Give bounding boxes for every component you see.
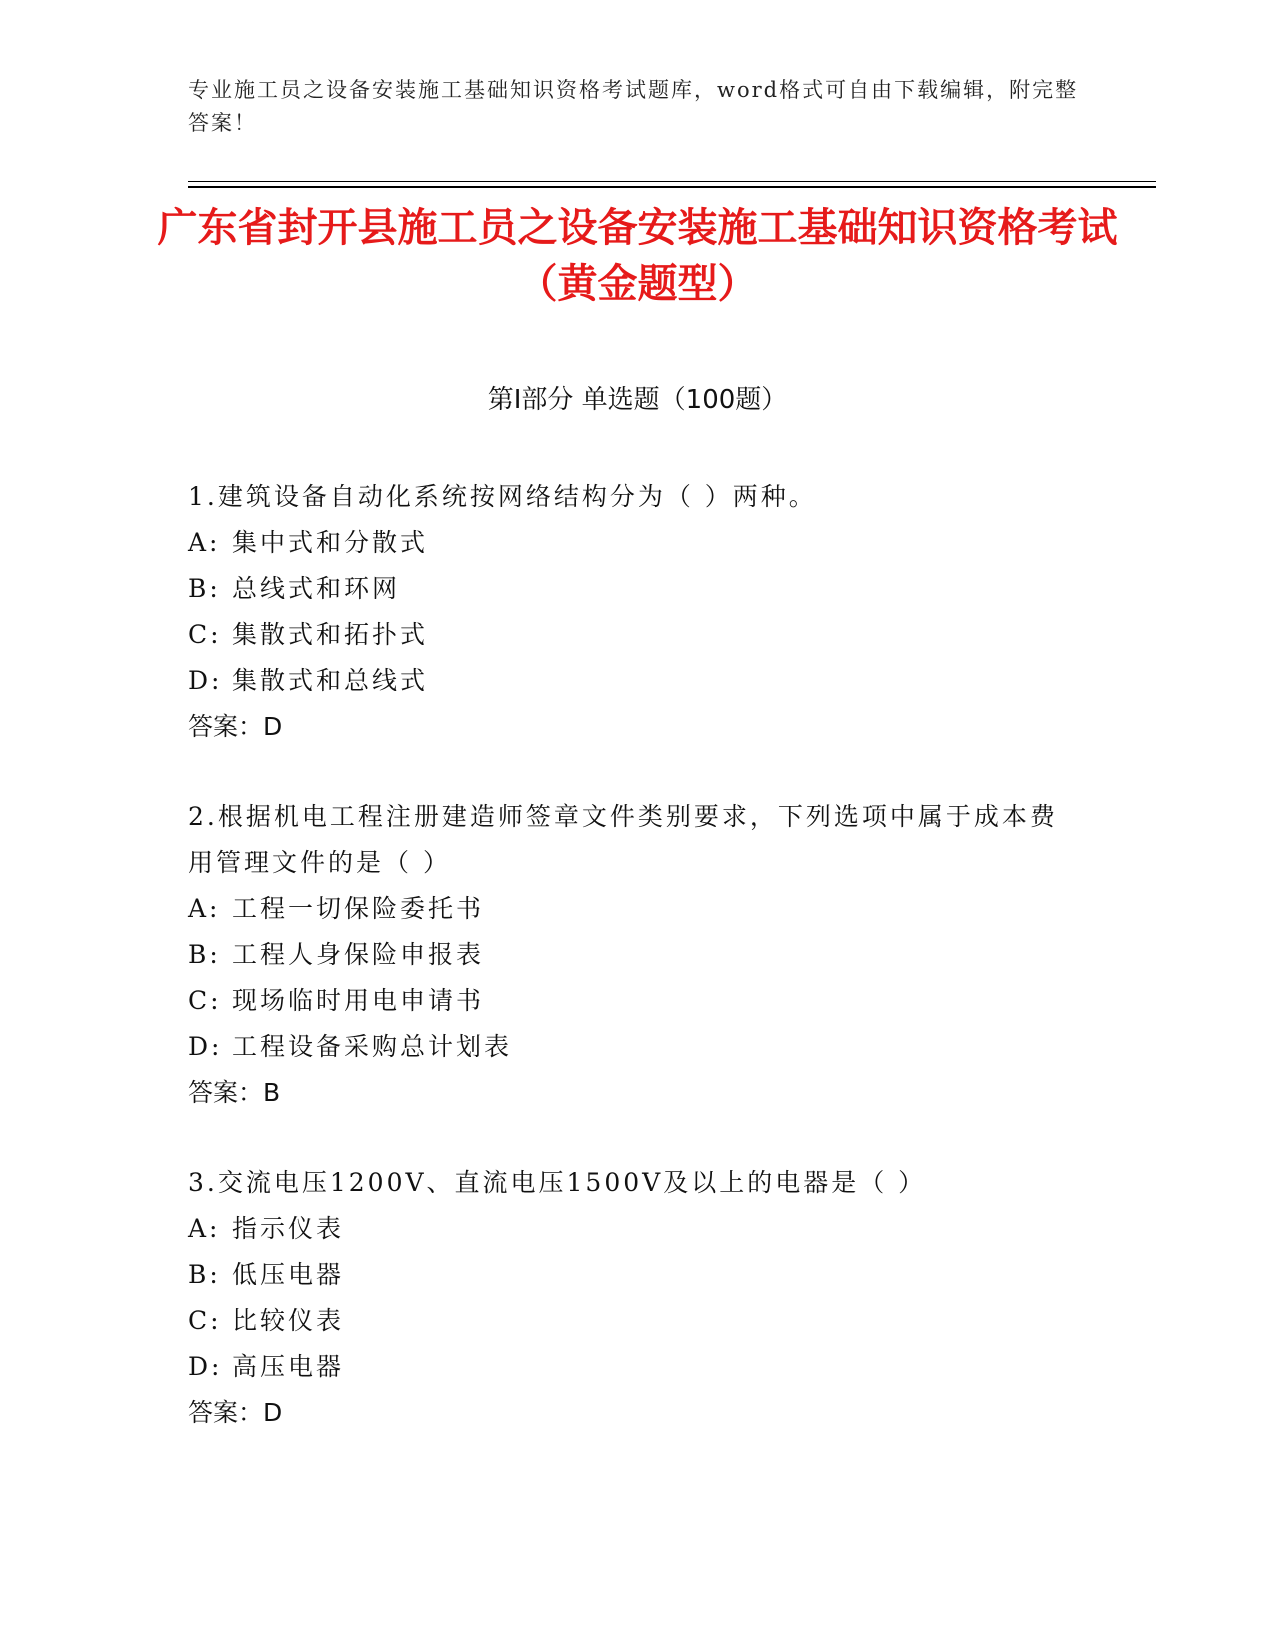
option-letter: B: (188, 574, 221, 603)
document-title: 广东省封开县施工员之设备安装施工基础知识资格考试（黄金题型） (157, 205, 1118, 307)
option-text: 总线式和环网 (232, 574, 401, 603)
option-letter: D: (188, 1032, 223, 1061)
option-letter: D: (188, 666, 223, 695)
option-text: 高压电器 (232, 1352, 345, 1381)
option-letter: C: (188, 620, 222, 649)
question-list (188, 474, 1068, 1480)
question-3 (188, 1160, 1068, 1436)
option-d (188, 1344, 1068, 1390)
option-letter: A: (188, 1214, 221, 1243)
option-letter: C: (188, 986, 222, 1015)
option-c (188, 978, 1068, 1024)
option-letter: A: (188, 894, 221, 923)
option-a (188, 520, 1068, 566)
option-text: 指示仪表 (232, 1214, 345, 1243)
option-a (188, 886, 1068, 932)
question-1 (188, 474, 1068, 750)
option-text: 工程人身保险申报表 (232, 940, 485, 969)
answer-line: 答案：D (188, 1398, 283, 1427)
option-letter: B: (188, 1260, 221, 1289)
answer-line: 答案：D (188, 712, 283, 741)
option-text: 集中式和分散式 (232, 528, 429, 557)
section-title: 第I部分 单选题（100题） (487, 385, 788, 415)
option-letter: B: (188, 940, 221, 969)
option-b (188, 1252, 1068, 1298)
option-text: 现场临时用电申请书 (232, 986, 485, 1015)
option-text: 低压电器 (232, 1260, 345, 1289)
option-c (188, 612, 1068, 658)
question-stem: 3.交流电压1200V、直流电压1500V及以上的电器是（ ） (188, 1168, 927, 1197)
option-letter: A: (188, 528, 221, 557)
header-note: 专业施工员之设备安装施工基础知识资格考试题库，word格式可自由下载编辑，附完整答案！ (188, 78, 1079, 135)
option-d (188, 658, 1068, 704)
option-b (188, 932, 1068, 978)
option-text: 集散式和拓扑式 (232, 620, 429, 649)
option-c (188, 1298, 1068, 1344)
question-2 (188, 794, 1068, 1116)
header-divider (188, 181, 1156, 182)
option-letter: D: (188, 1352, 223, 1381)
option-text: 比较仪表 (232, 1306, 345, 1335)
option-b (188, 566, 1068, 612)
answer-line: 答案：B (188, 1078, 281, 1107)
question-stem: 1.建筑设备自动化系统按网络结构分为（ ）两种。 (188, 482, 817, 511)
option-a (188, 1206, 1068, 1252)
option-text: 工程设备采购总计划表 (232, 1032, 513, 1061)
question-stem: 2.根据机电工程注册建造师签章文件类别要求，下列选项中属于成本费用管理文件的是（ ） (188, 802, 1058, 877)
option-d (188, 1024, 1068, 1070)
option-text: 工程一切保险委托书 (232, 894, 485, 923)
header-divider-thick (188, 186, 1156, 188)
option-letter: C: (188, 1306, 222, 1335)
option-text: 集散式和总线式 (232, 666, 429, 695)
